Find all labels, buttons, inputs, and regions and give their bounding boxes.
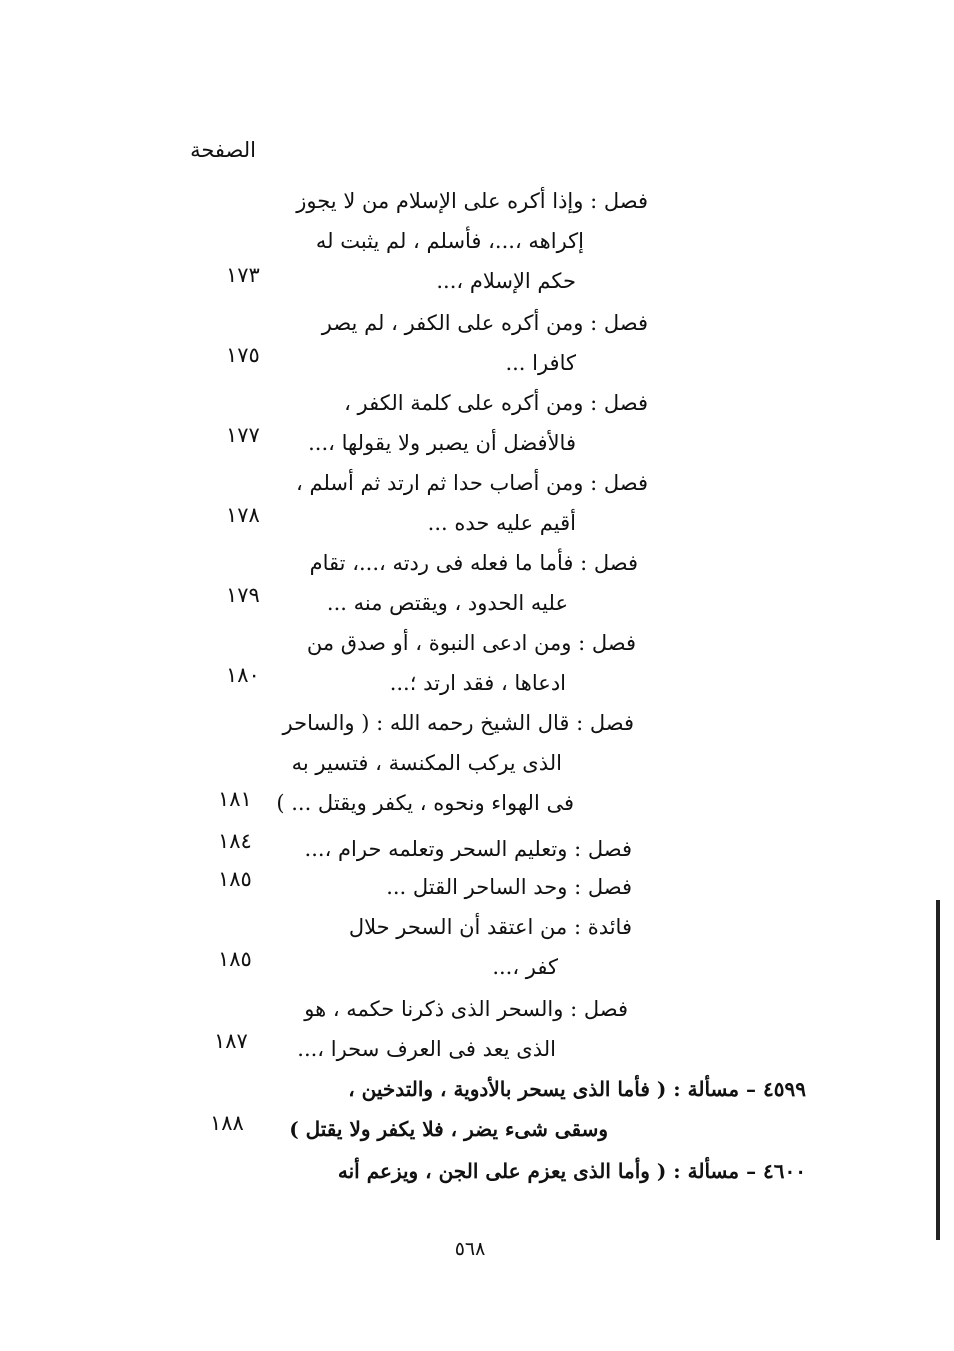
entry-line: فصل : ومن أصاب حدا ثم ارتد ثم أسلم ، xyxy=(296,471,648,495)
entry-line: كافرا ... xyxy=(505,351,576,375)
scan-edge-line xyxy=(936,900,940,1240)
entry-line: وسقى شىء يضر ، فلا يكفر ولا يقتل ) xyxy=(289,1117,608,1141)
entry-line: كفر ،... xyxy=(492,955,558,979)
entry-line: فصل : ومن أكره على الكفر ، لم يصر xyxy=(321,311,648,335)
entry-line: فائدة : من اعتقد أن السحر حلال xyxy=(348,915,632,939)
entry-line: الذى يعد فى العرف سحرا ،... xyxy=(297,1037,556,1061)
entry-line: حكم الإسلام ،... xyxy=(436,269,576,293)
entry-page-number: ١٧٩ xyxy=(226,583,260,607)
entry-page-number: ١٧٧ xyxy=(226,423,260,447)
entry-line: فصل : ومن ادعى النبوة ، أو صدق من xyxy=(306,631,636,655)
entry-line: فصل : ومن أكره على كلمة الكفر ، xyxy=(344,391,648,415)
entry-page-number: ١٨٥ xyxy=(218,947,252,971)
entry-page-number: ١٧٥ xyxy=(226,343,260,367)
entry-line: فصل : وحد الساحر القتل ... xyxy=(386,875,632,899)
entry-line: أقيم عليه حده ... xyxy=(427,511,576,535)
entry-line: ادعاها ، فقد ارتد ؛... xyxy=(389,671,566,695)
entry-line: ٤٥٩٩ – مسألة : ( فأما الذى يسحر بالأدوية ، والتدخين ، xyxy=(348,1077,806,1101)
page-column-header: الصفحة xyxy=(190,138,256,162)
entry-page-number: ١٨٠ xyxy=(226,663,260,687)
entry-line: فى الهواء ونحوه ، يكفر ويقتل ... ) xyxy=(276,791,574,815)
entry-page-number: ١٧٨ xyxy=(226,503,260,527)
entry-page-number: ١٨٥ xyxy=(218,867,252,891)
entry-page-number: ١٨٤ xyxy=(218,829,252,853)
entry-line: فصل : قال الشيخ رحمه الله : ( والساحر xyxy=(282,711,634,735)
entry-page-number: ١٨٧ xyxy=(214,1029,248,1053)
entry-line: فصل : وتعليم السحر وتعلمه حرام ،... xyxy=(304,837,632,861)
entry-line: ٤٦٠٠ – مسألة : ( وأما الذى يعزم على الجن ، ويزعم أنه xyxy=(337,1159,806,1183)
entry-line: فالأفضل أن يصبر ولا يقولها ،... xyxy=(308,431,576,455)
entry-line: فصل : وإذا أكره على الإسلام من لا يجوز xyxy=(296,189,648,213)
entry-line: إكراهه ،...، فأسلم ، لم يثبت له xyxy=(315,229,584,253)
page-number: ٥٦٨ xyxy=(454,1238,486,1260)
entry-line: الذى يركب المكنسة ، فتسير به xyxy=(291,751,562,775)
entry-page-number: ١٨٨ xyxy=(210,1111,244,1135)
entry-line: فصل : فأما ما فعله فى ردته ،...، تقام xyxy=(309,551,638,575)
entry-page-number: ١٨١ xyxy=(218,787,252,811)
entry-page-number: ١٧٣ xyxy=(226,263,260,287)
entry-line: فصل : والسحر الذى ذكرنا حكمه ، هو xyxy=(304,997,628,1021)
entry-line: عليه الحدود ، ويقتص منه ... xyxy=(326,591,568,615)
